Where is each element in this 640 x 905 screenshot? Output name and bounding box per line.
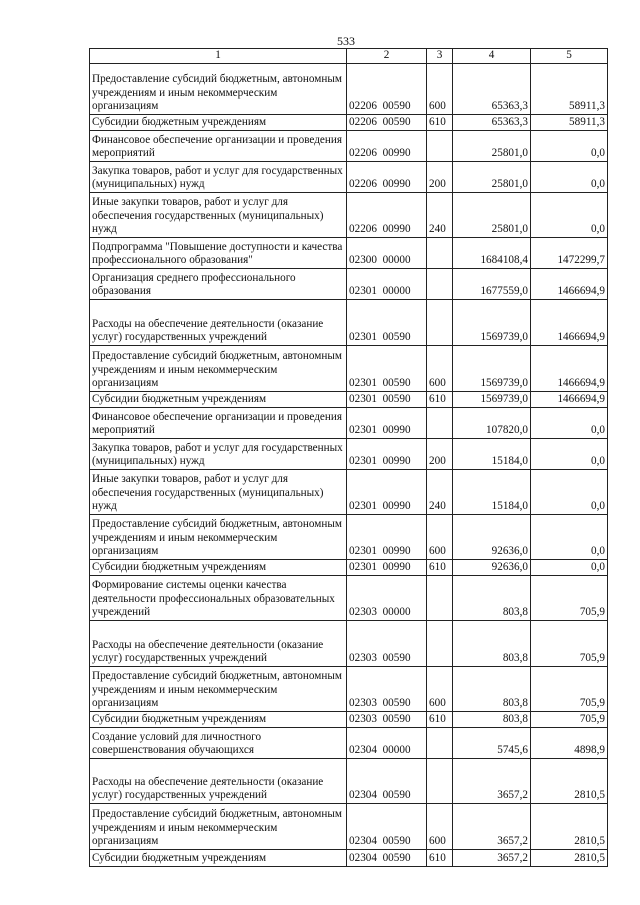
row-name-cell: Закупка товаров, работ и услуг для государственных (муниципальных) нужд [90,162,347,193]
row-code-cell: 02300 00000 [347,238,427,269]
row-value-4-cell: 1677559,0 [453,269,531,300]
row-code-cell: 02301 00590 [347,346,427,392]
row-value-4-cell: 15184,0 [453,439,531,470]
table-row [90,64,608,115]
table-row [90,621,608,667]
row-name-cell: Организация среднего профессионального образования [90,269,347,300]
table-row [90,439,608,470]
row-kind-cell [427,131,453,162]
row-value-5-cell: 705,9 [531,576,608,621]
row-value-5-cell: 4898,9 [531,728,608,759]
row-kind-cell: 600 [427,667,453,712]
row-value-5-cell: 0,0 [531,193,608,238]
table-row [90,238,608,269]
page-number: 533 [337,34,355,48]
row-value-5-cell: 0,0 [531,515,608,560]
row-name-cell: Расходы на обеспечение деятельности (оказание услуг) государственных учреждений [90,759,347,804]
table-row [90,408,608,439]
table-row [90,300,608,346]
table-row [90,193,608,238]
budget-table [89,48,608,867]
row-kind-cell: 610 [427,560,453,576]
row-code-cell: 02303 00590 [347,621,427,667]
row-kind-cell [427,759,453,804]
table-row [90,346,608,392]
row-code-cell: 02206 00990 [347,193,427,238]
row-value-4-cell: 803,8 [453,621,531,667]
table-row [90,470,608,515]
row-value-5-cell: 1466694,9 [531,392,608,408]
row-value-5-cell: 0,0 [531,408,608,439]
row-code-cell: 02206 00990 [347,131,427,162]
row-value-5-cell: 1466694,9 [531,300,608,346]
row-name-cell: Финансовое обеспечение организации и проведения мероприятий [90,408,347,439]
table-row [90,131,608,162]
row-name-cell: Расходы на обеспечение деятельности (оказание услуг) государственных учреждений [90,300,347,346]
table-row [90,728,608,759]
row-name-cell: Иные закупки товаров, работ и услуг для обеспечения государственных (муниципальных) нужд [90,470,347,515]
row-value-5-cell: 705,9 [531,621,608,667]
row-value-4-cell: 1569739,0 [453,392,531,408]
row-kind-cell [427,238,453,269]
row-value-4-cell: 5745,6 [453,728,531,759]
table-row [90,269,608,300]
row-value-5-cell: 0,0 [531,560,608,576]
row-value-4-cell: 65363,3 [453,64,531,115]
row-kind-cell: 200 [427,162,453,193]
row-code-cell: 02301 00000 [347,269,427,300]
row-code-cell: 02301 00590 [347,300,427,346]
row-value-5-cell: 1466694,9 [531,346,608,392]
row-code-cell: 02304 00590 [347,850,427,867]
table-row [90,162,608,193]
row-value-5-cell: 705,9 [531,712,608,728]
row-value-4-cell: 803,8 [453,576,531,621]
table-row [90,560,608,576]
row-name-cell: Формирование системы оценки качества деятельности профессиональных образовательных учреждений [90,576,347,621]
row-value-5-cell: 0,0 [531,439,608,470]
row-name-cell: Субсидии бюджетным учреждениям [90,560,347,576]
row-value-5-cell: 2810,5 [531,759,608,804]
row-value-5-cell: 0,0 [531,131,608,162]
row-code-cell: 02304 00590 [347,759,427,804]
row-value-5-cell: 2810,5 [531,850,608,867]
row-code-cell: 02303 00590 [347,712,427,728]
row-value-5-cell: 0,0 [531,162,608,193]
row-kind-cell: 600 [427,64,453,115]
row-name-cell: Предоставление субсидий бюджетным, автономным учреждениям и иным некоммерческим организациям [90,515,347,560]
row-code-cell: 02304 00590 [347,804,427,850]
row-name-cell: Субсидии бюджетным учреждениям [90,850,347,867]
row-name-cell: Предоставление субсидий бюджетным, автономным учреждениям и иным некоммерческим организациям [90,804,347,850]
row-value-4-cell: 3657,2 [453,850,531,867]
row-kind-cell: 200 [427,439,453,470]
row-kind-cell [427,728,453,759]
row-name-cell: Предоставление субсидий бюджетным, автономным учреждениям и иным некоммерческим организациям [90,64,347,115]
table-row [90,576,608,621]
row-kind-cell [427,408,453,439]
row-value-4-cell: 25801,0 [453,162,531,193]
row-code-cell: 02303 00000 [347,576,427,621]
row-kind-cell [427,300,453,346]
row-value-5-cell: 0,0 [531,470,608,515]
row-value-4-cell: 25801,0 [453,131,531,162]
row-name-cell: Подпрограмма "Повышение доступности и качества профессионального образования" [90,238,347,269]
row-name-cell: Создание условий для личностного совершенствования обучающихся [90,728,347,759]
row-name-cell: Предоставление субсидий бюджетным, автономным учреждениям и иным некоммерческим организациям [90,346,347,392]
row-kind-cell: 600 [427,346,453,392]
row-name-cell: Субсидии бюджетным учреждениям [90,115,347,131]
row-kind-cell: 600 [427,515,453,560]
row-value-5-cell: 1472299,7 [531,238,608,269]
row-kind-cell: 610 [427,392,453,408]
row-value-5-cell: 705,9 [531,667,608,712]
row-kind-cell [427,621,453,667]
row-code-cell: 02304 00000 [347,728,427,759]
row-value-4-cell: 1684108,4 [453,238,531,269]
column-header-3: 3 [427,49,453,64]
row-kind-cell: 240 [427,193,453,238]
row-value-5-cell: 58911,3 [531,115,608,131]
row-kind-cell: 600 [427,804,453,850]
row-value-4-cell: 92636,0 [453,515,531,560]
column-header-1: 1 [90,49,347,64]
row-code-cell: 02301 00990 [347,560,427,576]
row-kind-cell: 610 [427,712,453,728]
row-code-cell: 02303 00590 [347,667,427,712]
table-row [90,515,608,560]
column-header-4: 4 [453,49,531,64]
table-row [90,392,608,408]
row-value-4-cell: 1569739,0 [453,300,531,346]
row-value-4-cell: 65363,3 [453,115,531,131]
column-header-5: 5 [531,49,608,64]
row-name-cell: Предоставление субсидий бюджетным, автономным учреждениям и иным некоммерческим организациям [90,667,347,712]
row-value-5-cell: 58911,3 [531,64,608,115]
table-body [90,64,608,867]
row-kind-cell: 240 [427,470,453,515]
row-value-4-cell: 803,8 [453,712,531,728]
row-value-5-cell: 2810,5 [531,804,608,850]
row-kind-cell [427,576,453,621]
table-row [90,667,608,712]
column-header-2: 2 [347,49,427,64]
row-name-cell: Иные закупки товаров, работ и услуг для обеспечения государственных (муниципальных) нужд [90,193,347,238]
table-row [90,759,608,804]
table-row [90,850,608,867]
row-name-cell: Расходы на обеспечение деятельности (оказание услуг) государственных учреждений [90,621,347,667]
row-value-4-cell: 107820,0 [453,408,531,439]
row-code-cell: 02206 00590 [347,115,427,131]
row-value-5-cell: 1466694,9 [531,269,608,300]
table-row [90,804,608,850]
row-code-cell: 02206 00590 [347,64,427,115]
row-code-cell: 02301 00990 [347,439,427,470]
table-row [90,115,608,131]
row-value-4-cell: 3657,2 [453,804,531,850]
row-value-4-cell: 92636,0 [453,560,531,576]
row-name-cell: Закупка товаров, работ и услуг для государственных (муниципальных) нужд [90,439,347,470]
row-kind-cell: 610 [427,115,453,131]
row-code-cell: 02301 00990 [347,408,427,439]
row-value-4-cell: 25801,0 [453,193,531,238]
table-row [90,712,608,728]
row-value-4-cell: 3657,2 [453,759,531,804]
row-code-cell: 02301 00990 [347,470,427,515]
row-name-cell: Субсидии бюджетным учреждениям [90,712,347,728]
row-kind-cell [427,269,453,300]
row-name-cell: Финансовое обеспечение организации и проведения мероприятий [90,131,347,162]
row-kind-cell: 610 [427,850,453,867]
row-code-cell: 02206 00990 [347,162,427,193]
table-header-row [90,49,608,64]
row-value-4-cell: 803,8 [453,667,531,712]
row-value-4-cell: 15184,0 [453,470,531,515]
row-value-4-cell: 1569739,0 [453,346,531,392]
row-code-cell: 02301 00990 [347,515,427,560]
row-code-cell: 02301 00590 [347,392,427,408]
row-name-cell: Субсидии бюджетным учреждениям [90,392,347,408]
